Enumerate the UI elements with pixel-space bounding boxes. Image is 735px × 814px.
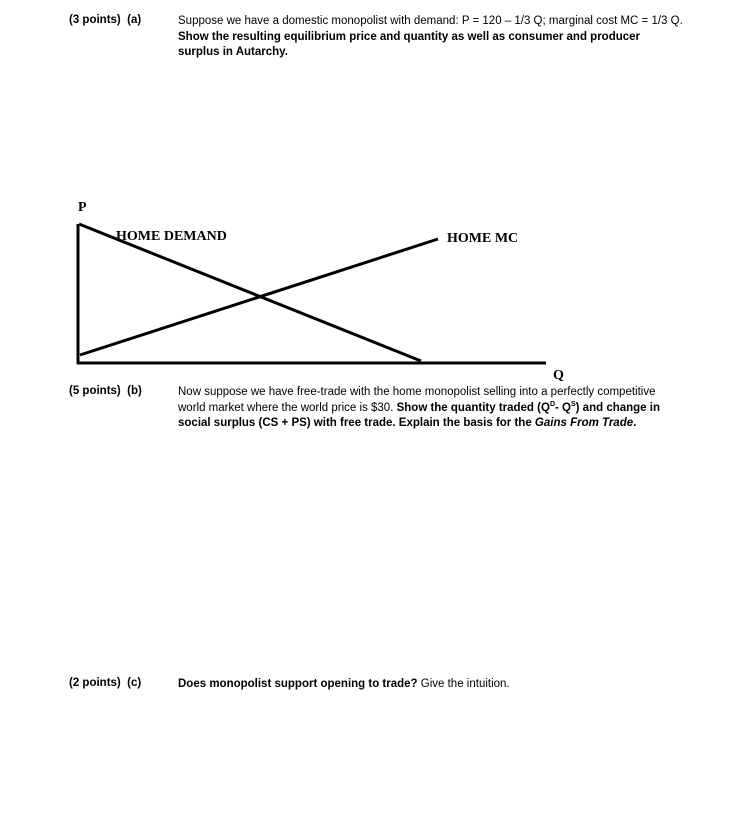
question-c-prompt: Give the intuition.: [417, 678, 510, 690]
question-b-task-part-2: - Q: [555, 401, 571, 414]
home-mc-line: [80, 239, 438, 355]
question-a-letter: (a): [127, 14, 142, 26]
gains-from-trade-term: Gains From Trade: [534, 417, 634, 429]
question-a-points: (3 points): [69, 14, 121, 26]
question-b-task-part-1: Show the quantity traded (Q: [396, 401, 550, 414]
question-a-task: Show the resulting equilibrium price and quantity as well as consumer and producer surplus in Autarchy.: [178, 30, 641, 58]
superscript-d: D: [549, 400, 555, 408]
question-a-prompt: Suppose we have a domestic monopolist with demand: P = 120 – 1/3 Q; marginal cost MC = 1/3 Q.: [178, 15, 683, 27]
question-b-letter: (b): [127, 385, 142, 397]
question-c-letter: (c): [127, 677, 142, 689]
question-b-task-end: .: [633, 417, 637, 429]
question-c-points: (2 points): [69, 677, 121, 689]
x-axis-label: Q: [553, 368, 564, 383]
superscript-s: S: [570, 400, 576, 408]
home-demand-label: HOME DEMAND: [116, 229, 227, 244]
home-mc-label: HOME MC: [447, 231, 519, 246]
y-axis-label: P: [78, 200, 87, 215]
question-b-task-part-3: ) and change in social surplus (CS + PS) with free trade. Explain the basis for the: [178, 401, 660, 429]
question-c-task: Does monopolist support opening to trade?: [178, 678, 418, 690]
question-c-text: [178, 677, 683, 693]
question-c-label: [69, 677, 141, 689]
question-b-text: [178, 385, 683, 432]
home-demand-line: [79, 224, 421, 361]
question-b-points: (5 points): [69, 385, 121, 397]
question-b-prompt: Now suppose we have free-trade with the home monopolist selling into a perfectly competitive world market where the world price is $30.: [178, 386, 656, 414]
question-b-label: [69, 385, 142, 397]
